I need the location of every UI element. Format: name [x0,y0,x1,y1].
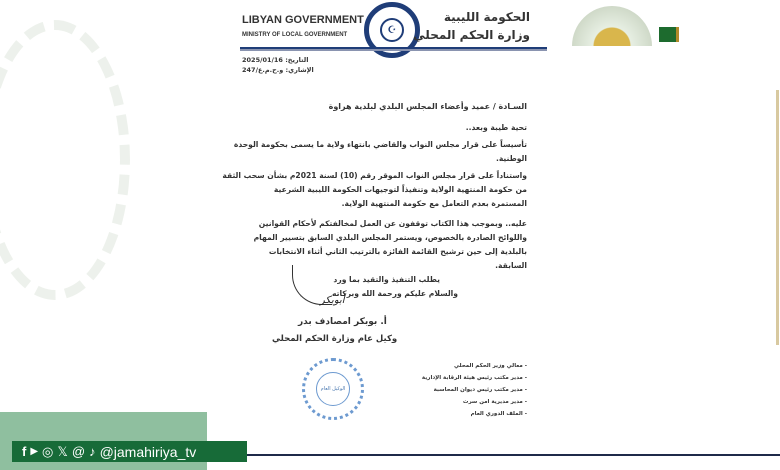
crescent-icon: ☪ [380,18,404,42]
closing-salutation: والسلام عليكم ورحمة الله وبركاته [331,289,458,298]
letterhead-ar-title: الحكومة الليبية [443,10,530,24]
cc-item: - معالي وزير الحكم المحلي [453,363,527,369]
social-bar [12,441,247,462]
cc-item: - الملف الدوري العام [470,411,527,417]
paragraph-line: واللوائح الصادرة بالخصوص، ويستمر المجلس البلدي السابق بتسيير المهام [253,233,527,242]
paragraph-line: السابقة. [495,261,527,270]
date-field: التاريخ: 2025/01/16 [242,56,309,64]
paragraph-line: تأسيساً على قرار مجلس النواب والقاضي بانتهاء ولاية ما يسمى بحكومة الوحدة [233,140,527,149]
paragraph-line: بالبلدية إلى حين ترشيح القائمة الفائزة بالترتيب الثاني أثناء الانتخابات [268,247,527,256]
signature: أبوبكر [320,295,345,306]
page-edge [776,90,779,345]
signer-name: أ. بوبكر امصادف بدر [298,317,387,327]
threads-icon[interactable]: @ [71,444,86,459]
paragraph-line: الوطنية. [495,154,527,163]
cc-list [407,360,527,420]
paragraph-line: واستناداً على قرار مجلس النواب الموقر رقم (10) لسنة 2021م بشأن سحب الثقة [222,171,527,180]
cc-item: - مدير مديرية امن سرت [462,399,527,405]
official-stamp [302,358,364,420]
letterhead-en-subtitle: MINISTRY OF LOCAL GOVERNMENT [242,32,348,38]
instagram-icon[interactable]: ◎ [42,443,54,459]
letterhead-ar-subtitle: وزارة الحكم المحلي [413,28,530,42]
header-divider [240,47,547,51]
paragraph-line: المستمرة بعدم التعامل مع حكومة المنتهية الولاية. [341,199,527,208]
letterhead-en-title: LIBYAN GOVERNMENT [242,14,364,26]
signer-title: وكيل عام وزارة الحكم المحلي [272,334,398,344]
closing-request: يطلب التنفيذ والتقيد بما ورد [333,275,440,284]
paragraph-line: من حكومة المنتهية الولاية وتنفيذاً لتوجيهات الحكومة الليبية الشرعية [273,185,527,194]
addressee: السـادة / عميد وأعضاء المجلس البلدي لبلدية هراوة [328,102,527,111]
cc-item: - مدير مكتب رئيس هيئة الرقابة الإدارية [421,375,527,381]
cc-item: - مدير مكتب رئيس ديوان المحاسبة [433,387,527,393]
social-handle: @jamahiriya_tv [99,443,197,460]
facebook-icon[interactable]: f [22,444,27,459]
tiktok-icon[interactable]: ♪ [89,444,96,459]
background-watermark [0,20,130,300]
channel-logo [572,6,652,46]
reference-field: الإشاري: و.ح.م.ع/247 [242,66,314,74]
footer-divider [247,454,780,456]
greeting: تحية طيبة وبعد.. [465,123,527,132]
logo-badge [659,27,679,42]
youtube-icon[interactable]: ▶ [30,446,39,457]
stamp-text: الوكيل العام [316,372,350,406]
x-icon[interactable]: 𝕏 [57,443,68,459]
paragraph-line: عليه.. وبموجب هذا الكتاب توقفون عن العمل لمخالفتكم لأحكام القوانين [258,219,527,228]
